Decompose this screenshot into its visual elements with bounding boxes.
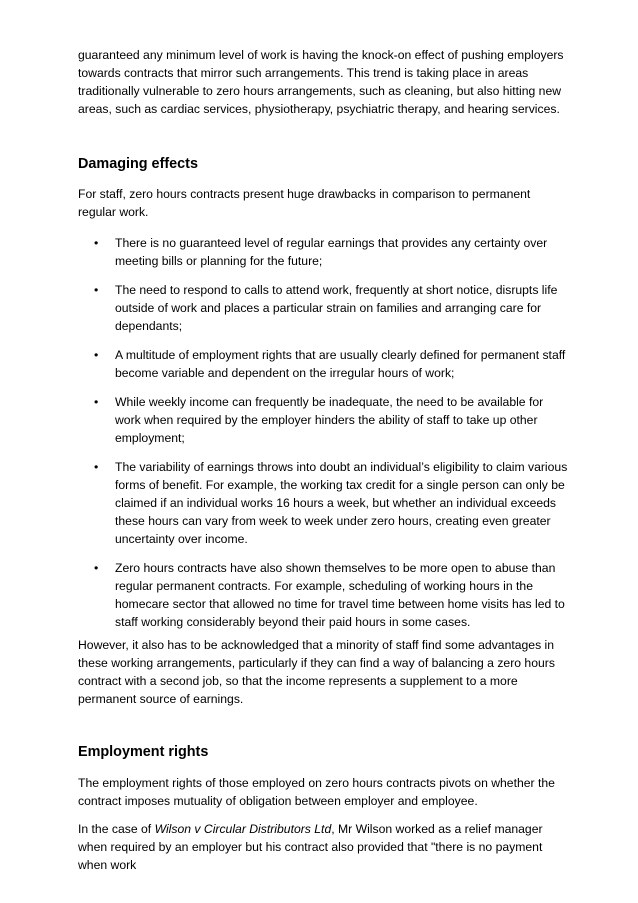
case-prefix-text: In the case of [78,822,155,836]
list-item [78,458,568,548]
drawbacks-list [78,234,568,631]
list-item [78,234,568,270]
list-item-text: Zero hours contracts have also shown themselves to be more open to abuse than regular permanent contracts. For example, scheduling of working hours in the homecare sector that allowed no time for travel time between home visits has led to staff working considerably beyond their paid hours in some cases. [115,561,565,629]
bullet-icon: • [94,395,99,409]
bullet-icon: • [94,236,99,250]
bullet-icon: • [94,561,99,575]
list-item-text: A multitude of employment rights that are usually clearly defined for permanent staff become variable and dependent on the irregular hours of work; [115,348,566,380]
list-item-text: The variability of earnings throws into doubt an individual’s eligibility to claim various forms of benefit. For example, the working tax credit for a single person can only be claimed if an individual works 16 hours a week, but whether an individual exceeds these hours can vary from week to week under zero hours, creating even greater uncertainty over income. [115,460,568,546]
case-name: Wilson v Circular Distributors Ltd [154,822,332,836]
case-paragraph [78,820,568,874]
rights-paragraph: The employment rights of those employed on zero hours contracts pivots on whether the contract imposes mutuality of obligation between employer and employee. [78,776,555,808]
bullet-icon: • [94,348,99,362]
list-item [78,346,568,382]
list-item-text: There is no guaranteed level of regular earnings that provides any certainty over meeting bills or planning for the future; [115,236,548,268]
list-item [78,393,568,447]
advantages-paragraph: However, it also has to be acknowledged that a minority of staff find some advantages in these working arrangements, particularly if they can find a way of balancing a zero hours contract with a second job, so that the income represents a supplement to a more permanent source of earnings. [78,638,555,706]
section-heading-employment-rights: Employment rights [78,744,209,760]
list-item [78,281,568,335]
list-item [78,559,568,631]
list-item-text: While weekly income can frequently be inadequate, the need to be available for work when required by the employer hinders the ability of staff to take up other employment; [115,395,544,445]
list-item-text: The need to respond to calls to attend work, frequently at short notice, disrupts life outside of work and places a particular strain on families and arranging care for dependants; [115,283,558,333]
section-heading-damaging-effects: Damaging effects [78,156,198,172]
intro-paragraph: guaranteed any minimum level of work is having the knock-on effect of pushing employers towards contracts that mirror such arrangements. This trend is taking place in areas traditionally vulnerable to zero hours arrangements, such as cleaning, but also hitting new areas, such as cardiac services, physiotherapy, psychiatric therapy, and hearing services. [78,48,564,116]
damaging-intro-paragraph: For staff, zero hours contracts present huge drawbacks in comparison to permanent regular work. [78,187,531,219]
bullet-icon: • [94,283,99,297]
case-suffix-text: , Mr Wilson worked as a relief manager when required by an employer but his contract also provided that "there is no payment when work [78,822,543,872]
document-page [78,46,568,874]
bullet-icon: • [94,460,99,474]
